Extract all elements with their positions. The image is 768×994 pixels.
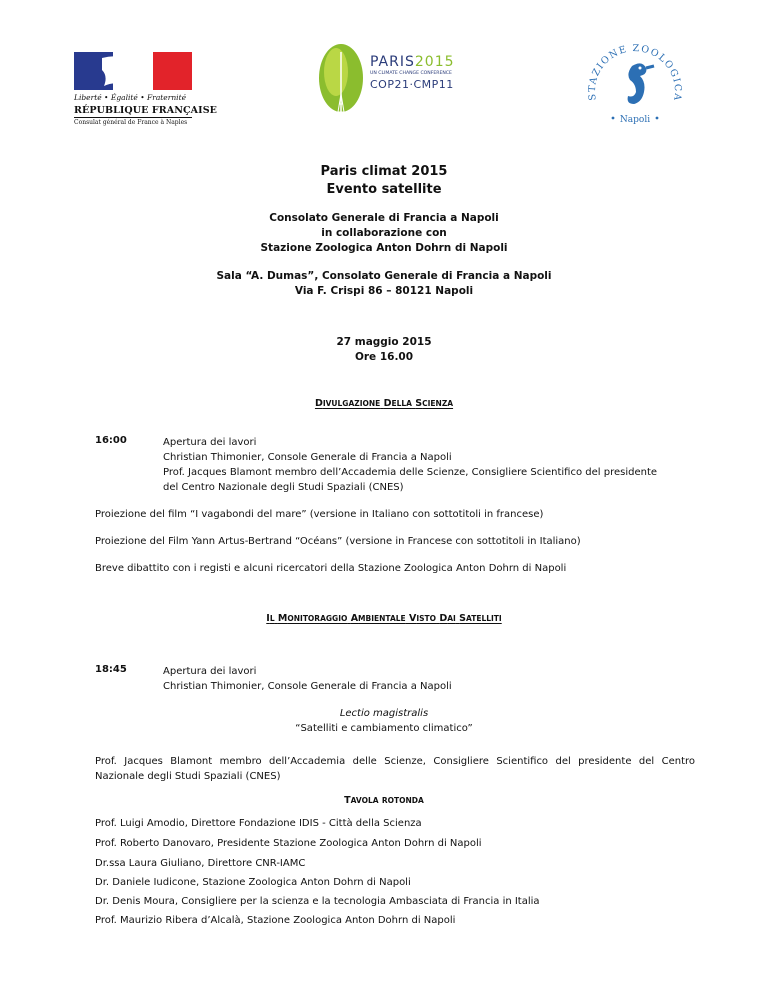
session-1-details	[163, 435, 695, 495]
session-2-details	[163, 664, 695, 694]
venue-line-2: Via F. Crispi 86 – 80121 Napoli	[294, 285, 474, 297]
cop-code: COP21·CMP11	[370, 78, 454, 91]
cop-paris-text	[370, 54, 455, 70]
session-2-line: Apertura dei lavori	[163, 666, 257, 677]
cop-subtitle: UN CLIMATE CHANGE CONFERENCE	[370, 71, 452, 76]
session-2-line: Christian Thimonier, Console Generale di Francia a Napoli	[163, 681, 452, 692]
stazione-city: Napoli	[619, 115, 651, 125]
stazione-ring-text: STAZIONE ZOOLOGICA	[586, 42, 684, 103]
leaf-icon	[314, 42, 369, 122]
section-heading-tavola-rotonda: TAVOLA ROTONDA	[344, 795, 424, 806]
participant-item: Dr. Denis Moura, Consigliere per la scienza e la tecnologia Ambasciata di Francia in Italia	[95, 896, 540, 907]
participant-item: Prof. Luigi Amodio, Direttore Fondazione IDIS - Città della Scienza	[95, 818, 422, 829]
lectio-label: Lectio magistralis	[339, 708, 429, 719]
section-heading-monitoraggio: IL MONITORAGGIO AMBIENTALE VISTO DAI SATELLITI	[266, 613, 502, 624]
venue-line-1: Sala “A. Dumas”, Consolato Generale di Francia a Napoli	[216, 270, 552, 282]
lectio-speaker: Prof. Jacques Blamont membro dell’Accademia delle Scienze, Consigliere Scientifico del presidente del Centro Nazionale degli Studi Spaziali (CNES)	[95, 756, 695, 782]
cop-paris-word: PARIS	[370, 54, 415, 70]
session-time-1600: 16:00	[95, 435, 127, 446]
program-item: Proiezione del Film Yann Artus-Bertrand “Océans” (versione in Francese con sottotitoli in Italiano)	[95, 536, 581, 547]
participant-item: Prof. Roberto Danovaro, Presidente Stazione Zoologica Anton Dohrn di Napoli	[95, 838, 482, 849]
participant-item: Dr. Daniele Iudicone, Stazione Zoologica Anton Dohrn di Napoli	[95, 877, 411, 888]
session-1-line: Apertura dei lavori	[163, 437, 257, 448]
organizer-line-1: Consolato Generale di Francia a Napoli	[269, 212, 499, 224]
cop21-logo	[312, 42, 462, 122]
session-1-line: del Centro Nazionale degli Studi Spaziali (CNES)	[163, 482, 404, 493]
event-subtitle: Evento satellite	[326, 182, 442, 197]
session-time-1845: 18:45	[95, 664, 127, 675]
event-time: Ore 16.00	[354, 351, 414, 363]
republique-divider	[74, 117, 192, 118]
cop-year: 2015	[414, 54, 455, 70]
event-date: 27 maggio 2015	[336, 336, 432, 348]
french-flag-icon	[74, 52, 192, 90]
participant-item: Prof. Maurizio Ribera d’Alcalà, Stazione Zoologica Anton Dohrn di Napoli	[95, 915, 456, 926]
section-heading-divulgazione: DIVULGAZIONE DELLA SCIENZA	[314, 398, 454, 409]
organizer-line-2: in collaborazione con	[321, 227, 447, 239]
seahorse-icon	[628, 63, 654, 104]
republique-name: RÉPUBLIQUE FRANÇAISE	[74, 105, 217, 116]
program-item: Breve dibattito con i registi e alcuni ricercatori della Stazione Zoologica Anton Dohrn di Napoli	[95, 563, 567, 574]
republique-motto: Liberté • Égalité • Fraternité	[74, 93, 187, 102]
lectio-title: “Satelliti e cambiamento climatico”	[295, 723, 473, 734]
republique-consulate: Consulat général de France à Naples	[74, 119, 188, 126]
organizer-line-3: Stazione Zoologica Anton Dohrn di Napoli	[260, 242, 508, 254]
session-1-line: Prof. Jacques Blamont membro dell’Accademia delle Scienze, Consigliere Scientifico del presidente	[163, 467, 658, 478]
program-item: Proiezione del film “I vagabondi del mare” (versione in Italiano con sottotitoli in francese)	[95, 509, 544, 520]
participant-item: Dr.ssa Laura Giuliano, Direttore CNR-IAMC	[95, 858, 306, 869]
republique-francaise-logo	[70, 50, 217, 130]
session-1-line: Christian Thimonier, Console Generale di Francia a Napoli	[163, 452, 452, 463]
event-title: Paris climat 2015	[320, 164, 448, 179]
stazione-zoologica-logo	[580, 38, 690, 138]
